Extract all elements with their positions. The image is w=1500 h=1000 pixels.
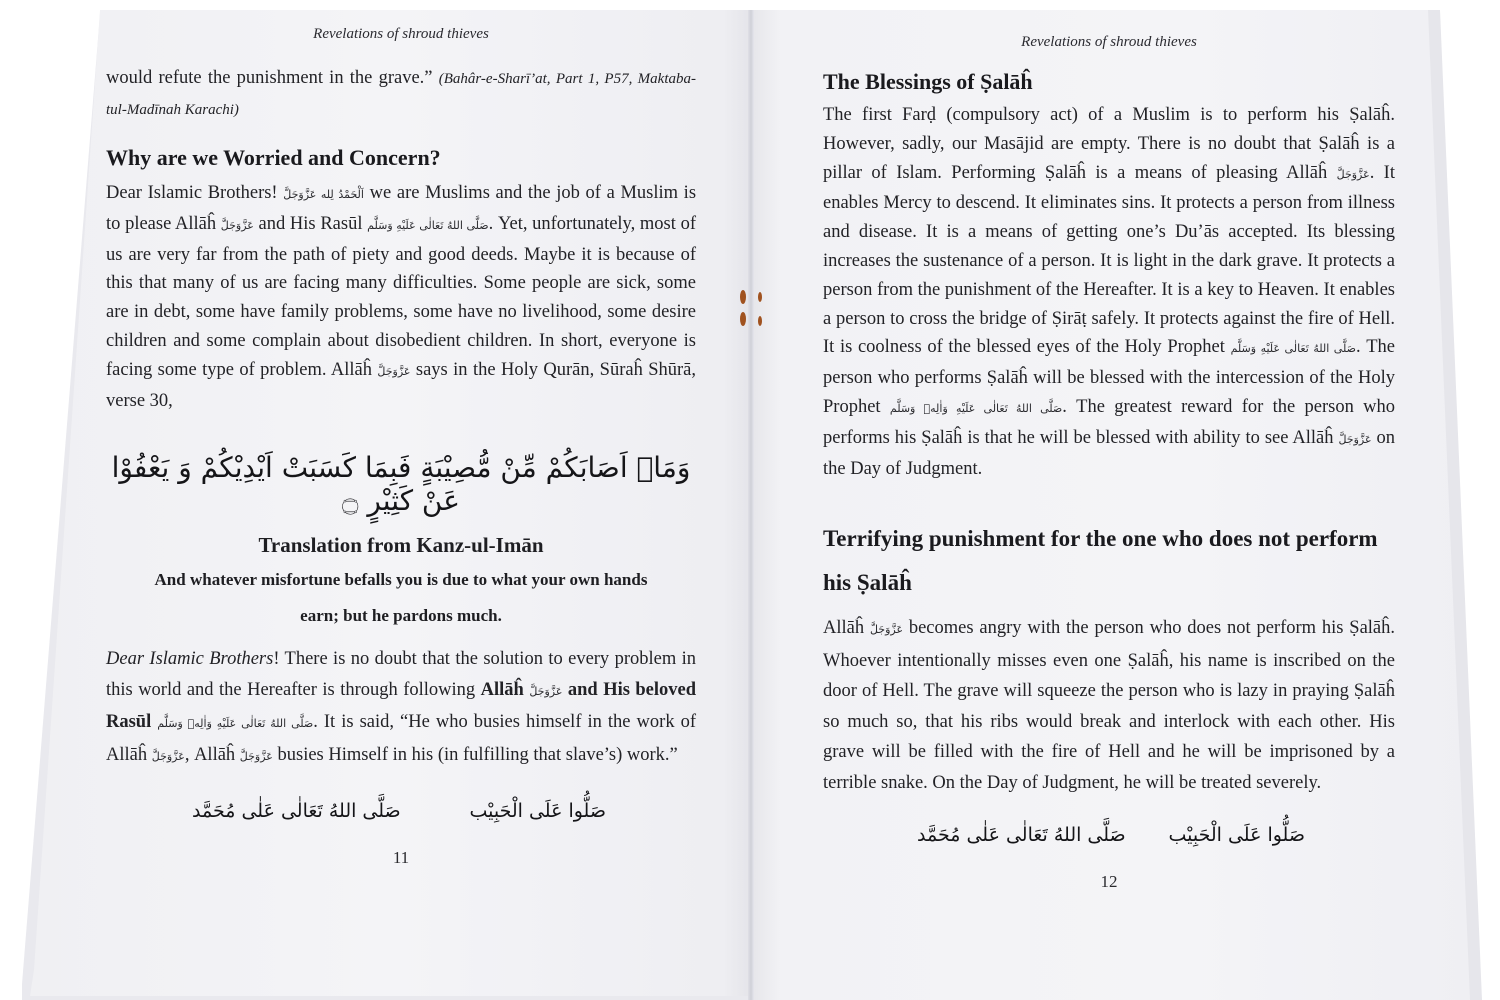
- translation-text: And whatever misfortune befalls you is due to what your own hands earn; but he pardons much.: [154, 570, 648, 626]
- text-run: and His beloved Rasūl: [106, 679, 697, 733]
- page-number: 12: [1100, 872, 1118, 892]
- right-page-content: [823, 34, 1395, 892]
- text-run: on the Day of Judgment.: [823, 427, 1395, 479]
- text-run: and His Rasūl: [258, 213, 363, 234]
- text-run: busies Himself in his (in fulfilling that slave’s) work.”: [277, 744, 678, 765]
- section-heading: Terrifying punishment for the one who does not perform his Ṣalāĥ: [823, 526, 1378, 596]
- running-head: Revelations of shroud thieves: [313, 26, 489, 42]
- honorific-glyph: عَزَّوَجَلَّ: [239, 749, 273, 763]
- quran-verse-arabic: وَمَاۤ اَصَابَكُمْ مِّنْ مُّصِيْبَةٍ فَبِمَا كَسَبَتْ اَيْدِيْكُمْ وَ يَعْفُوْا عَنْ كَثِيْرٍ ۝: [111, 451, 691, 518]
- honorific-glyph: عَزَّوَجَلَّ: [151, 749, 185, 763]
- honorific-glyph: صَلَّى اللهُ تَعَالٰى عَلَيْهِ وَسَلَّم: [1230, 342, 1356, 356]
- durood-footer: [917, 824, 1305, 846]
- text-run: ! There is no doubt that the solution to every problem in this world and the Hereafter is through following: [106, 649, 697, 700]
- honorific-glyph: صَلَّى اللهُ تَعَالٰى عَلَيْهِ وَسَلَّم: [367, 218, 489, 232]
- text-run: . It is said, “He who busies himself in the work of Allāĥ: [106, 712, 697, 765]
- honorific-glyph: عَزَّوَجَلَّ: [377, 364, 411, 378]
- running-head: Revelations of shroud thieves: [1021, 34, 1197, 50]
- durood-salla: صَلَّى اللهُ تَعَالٰى عَلٰى مُحَمَّد: [917, 824, 1126, 847]
- staple-mark: [758, 292, 762, 302]
- body-paragraph: [823, 613, 1395, 798]
- text-run: Dear Islamic Brothers: [106, 649, 274, 670]
- honorific-glyph: عَزَّوَجَلَّ: [869, 623, 904, 637]
- translation-title: Translation from Kanz-ul-Imān: [258, 533, 544, 558]
- durood-footer: [192, 800, 606, 822]
- durood-salla: صَلَّى اللهُ تَعَالٰى عَلٰى مُحَمَّد: [192, 800, 401, 823]
- text-run: The first Farḍ (compulsory act) of a Muslim is to perform his Ṣalāĥ. However, sadly, our Masājid are empty. There is no doubt that Ṣalāĥ is a pillar of Islam. Performing Ṣalāĥ is a means of pleasing Allāĥ: [823, 105, 1395, 183]
- text-run: . The person who performs Ṣalāĥ will be blessed with the intercession of the Holy Prophet: [823, 337, 1396, 417]
- book-spine: [748, 10, 754, 1000]
- continuation-paragraph: [106, 63, 696, 125]
- text-run: becomes angry with the person who does not perform his Ṣalāĥ. Whoever intentionally misses even one Ṣalāĥ, his name is inscribed on the door of Hell. The grave will squeeze the person who is lazy in praying Ṣalāĥ so much so, that his ribs would break and interlock with each other. His grave will be filled with the fire of Hell and he will be imprisoned by a terrible snake. On the Day of Judgment, he will be treated severely.: [823, 618, 1396, 793]
- honorific-glyph: عَزَّوَجَلَّ: [1338, 432, 1372, 446]
- text-run: Allāĥ: [480, 679, 524, 700]
- honorific-glyph: عَزَّوَجَلَّ: [1336, 167, 1370, 181]
- staple-mark: [740, 312, 746, 326]
- text-run: . The greatest reward for the person who performs his Ṣalāĥ is that he will be blessed with ability to see Allāĥ: [823, 396, 1395, 448]
- honorific-glyph: اَلْحَمْدُ لِله عَزَّوَجَلَّ: [283, 188, 364, 201]
- honorific-glyph: عَزَّوَجَلَّ: [220, 218, 254, 232]
- staple-mark: [758, 316, 762, 326]
- page-number: 11: [392, 848, 410, 868]
- honorific-glyph: عَزَّوَجَلَّ: [529, 684, 563, 698]
- text-run: . It enables Mercy to descend. It eliminates sins. It protects a person from illness and disease. It is a means of getting one’s Du’ās accepted. Its blessing increases the sustenance of a person. It is light in the dark grave. It protects a person from the punishment of the Hereafter. It is a key to Heaven. It enables a person to cross the bridge of Ṣirāṭ safely. It protects against the fire of Hell. It is coolness of the blessed eyes of the Holy Prophet: [823, 162, 1395, 358]
- text-run: , Allāĥ: [184, 744, 236, 765]
- section-heading: Why are we Worried and Concern?: [106, 145, 441, 170]
- text-run: . Yet, unfortunately, most of us are very far from the path of piety and good deeds. Maybe it is because of this that many of us are facing many difficulties. Some people are sick, some are in debt, some have family problems, some have no livelihood, some desire children and some complain about disobedient children. In short, everyone is facing some type of problem. Allāĥ: [106, 213, 696, 380]
- honorific-glyph: صَلَّى اللهُ تَعَالٰى عَلَيْهِ وَاٰلِهٖ وَسَلَّم: [889, 401, 1063, 415]
- left-page-content: [106, 26, 696, 868]
- durood-salu: صَلُّوا عَلَى الْحَبِيْب: [469, 800, 606, 823]
- continuation-text: would refute the punishment in the grave.”: [106, 68, 433, 88]
- text-run: we are Muslims and the job of a Muslim is to please Allāĥ: [106, 183, 697, 234]
- honorific-glyph: صَلَّى اللهُ تَعَالٰى عَلَيْهِ وَاٰلِهٖ وَسَلَّم: [157, 717, 314, 731]
- staple-mark: [740, 290, 746, 304]
- durood-salu: صَلُّوا عَلَى الْحَبِيْب: [1168, 824, 1305, 847]
- text-run: Allāĥ: [823, 618, 865, 639]
- body-paragraph: [106, 644, 696, 772]
- body-paragraph: [106, 179, 696, 415]
- body-paragraph: [823, 101, 1395, 483]
- section-heading: The Blessings of Ṣalāĥ: [823, 69, 1033, 94]
- citation: (Bahâr-e-Sharī’at, Part 1, P57, Maktaba-tul-Madīnah Karachi): [106, 71, 696, 118]
- text-run: says in the Holy Qurān, Sūraĥ Shūrā, verse 30,: [106, 359, 697, 411]
- text-run: Dear Islamic Brothers!: [106, 183, 278, 203]
